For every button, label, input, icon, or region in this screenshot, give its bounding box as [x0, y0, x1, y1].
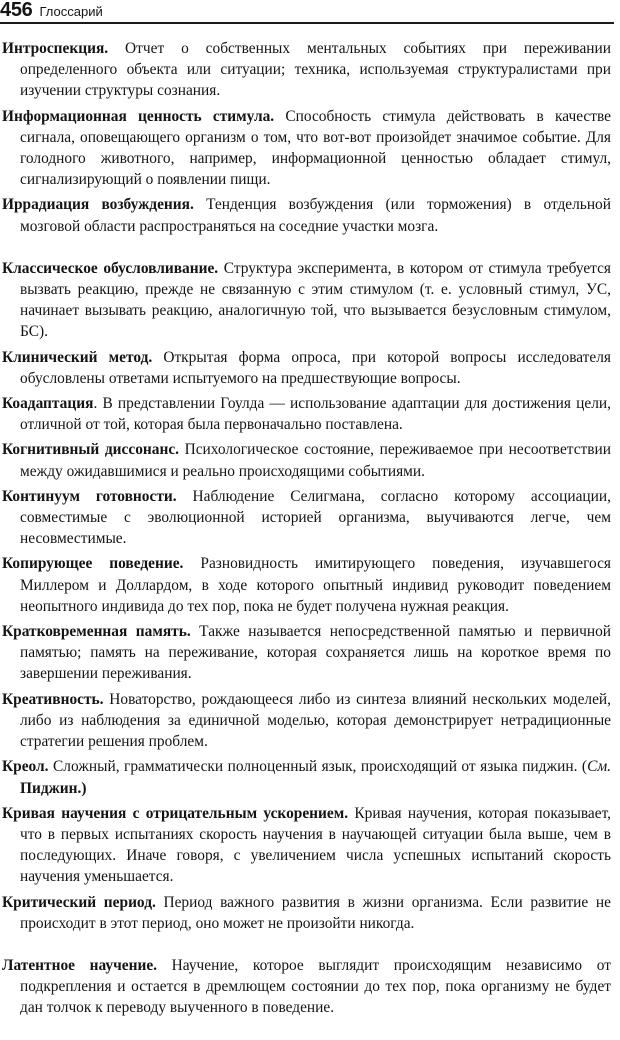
- glossary-entry: [2, 106, 611, 191]
- glossary-entry: [2, 756, 611, 798]
- glossary-entry: [2, 486, 611, 550]
- entry-term: Классическое обусловливание.: [2, 259, 219, 277]
- glossary-entry: [2, 553, 611, 617]
- glossary-group: [2, 258, 611, 934]
- entry-term: Интроспекция.: [2, 40, 109, 57]
- glossary-entry: [2, 439, 611, 481]
- entry-term: Кратковременная память.: [2, 623, 191, 641]
- entry-term: Кривая научения с отрицательным ускорением.: [2, 804, 349, 822]
- entry-term: Латентное научение.: [2, 956, 158, 974]
- glossary-entry: [2, 194, 611, 236]
- entry-definition: . В представлении Гоулда — использование адаптации для достижения цели, отличной от той, которая была первоначально поставлена.: [20, 395, 611, 434]
- entry-definition: Структура эксперимента, в котором от стимула требуется вызвать реакцию, прежде не связанную с этим стимулом (т. е. условный стимул, УС, начинает вызывать реакцию, аналогичную той, что вызывается безусловным стимулом, БС).: [20, 259, 611, 341]
- cross-reference: См.: [587, 758, 611, 776]
- entry-term: Иррадиация возбуждения.: [2, 196, 194, 214]
- glossary-list: [2, 38, 611, 1040]
- glossary-entry: [2, 393, 611, 435]
- entry-term: Критический период.: [2, 893, 156, 911]
- entry-definition: Сложный, грамматически полноценный язык, происходящий от языка пиджин. (: [48, 758, 588, 776]
- glossary-entry: [2, 892, 611, 934]
- glossary-group: [2, 955, 611, 1019]
- entry-term: Коадаптация: [2, 395, 94, 413]
- entry-definition: Разновидность имитирующего поведения, изучавшегося Миллером и Доллардом, в ходе которого опытный индивид руководит поведением неопытного индивида до тех пор, пока не будет получена нужная реакция.: [20, 555, 612, 615]
- running-header: [0, 0, 614, 24]
- entry-term: Континуум готовности.: [2, 487, 177, 505]
- section-title: Глоссарий: [39, 4, 103, 19]
- entry-term: Когнитивный диссонанс.: [2, 441, 180, 459]
- entry-definition: Тенденция возбуждения (или торможения) в отдельной мозговой области распространяться на соседние участки мозга.: [20, 196, 611, 235]
- entry-definition: Также называется непосредственной памятью и первичной памятью; память на переживание, которая сохраняется лишь на короткое время по завершении переживания.: [20, 623, 612, 683]
- glossary-entry: [2, 955, 611, 1019]
- entry-term: Креативность.: [2, 690, 104, 708]
- entry-definition: Отчет о собственных ментальных событиях при переживании определенного объекта или ситуации; техника, используемая структуралистами при изучении структуры сознания.: [20, 40, 611, 100]
- glossary-group: [2, 38, 611, 237]
- glossary-entry: [2, 258, 611, 343]
- glossary-entry: [2, 38, 611, 102]
- entry-definition: Психологическое состояние, переживаемое при несоответствии между ожидавшимися и реально происходящими событиями.: [20, 441, 611, 480]
- glossary-entry: [2, 621, 611, 685]
- entry-definition: Кривая научения, которая показывает, что в первых испытаниях скорость научения в научающей ситуации была выше, чем в последующих. Иначе говоря, с увеличением числа успешных испытаний скорость научения уменьшается.: [20, 804, 611, 886]
- page-number: 456: [0, 0, 33, 21]
- entry-definition: Научение, которое выглядит происходящим независимо от подкрепления и остается в дремлющем состоянии до тех пор, пока организму не будет дан толчок к переводу выученного в поведение.: [20, 956, 611, 1017]
- entry-definition: Способность стимула действовать в качестве сигнала, оповещающего организм о том, что вот-вот произойдет значимое событие. Для голодного животного, например, информационной ценностью обладает стимул, сигнализирующий о появлении пищи.: [20, 107, 612, 189]
- entry-term: Информационная ценность стимула.: [2, 107, 275, 125]
- cross-reference-target: Пиджин.): [20, 779, 87, 797]
- entry-term: Копирующее поведение.: [2, 555, 184, 573]
- entry-definition: Открытая форма опроса, при которой вопросы исследователя обусловлены ответами испытуемого на предшествующие вопросы.: [20, 348, 612, 387]
- glossary-entry: [2, 689, 611, 753]
- entry-definition: Новаторство, рождающееся либо из синтеза влияний нескольких моделей, либо из наблюдения за единичной моделью, которая демонстрирует нетрадиционные стратегии решения проблем.: [20, 690, 611, 751]
- entry-term: Клинический метод.: [2, 348, 153, 366]
- entry-term: Креол.: [2, 758, 49, 776]
- entry-definition: Наблюдение Селигмана, согласно которому ассоциации, совместимые с эволюционной историей организма, выучиваются легче, чем несовместимые.: [20, 487, 611, 548]
- entry-definition: Период важного развития в жизни организма. Если развитие не происходит в этот период, оно может не произойти никогда.: [20, 893, 611, 932]
- glossary-entry: [2, 347, 611, 389]
- glossary-entry: [2, 803, 611, 888]
